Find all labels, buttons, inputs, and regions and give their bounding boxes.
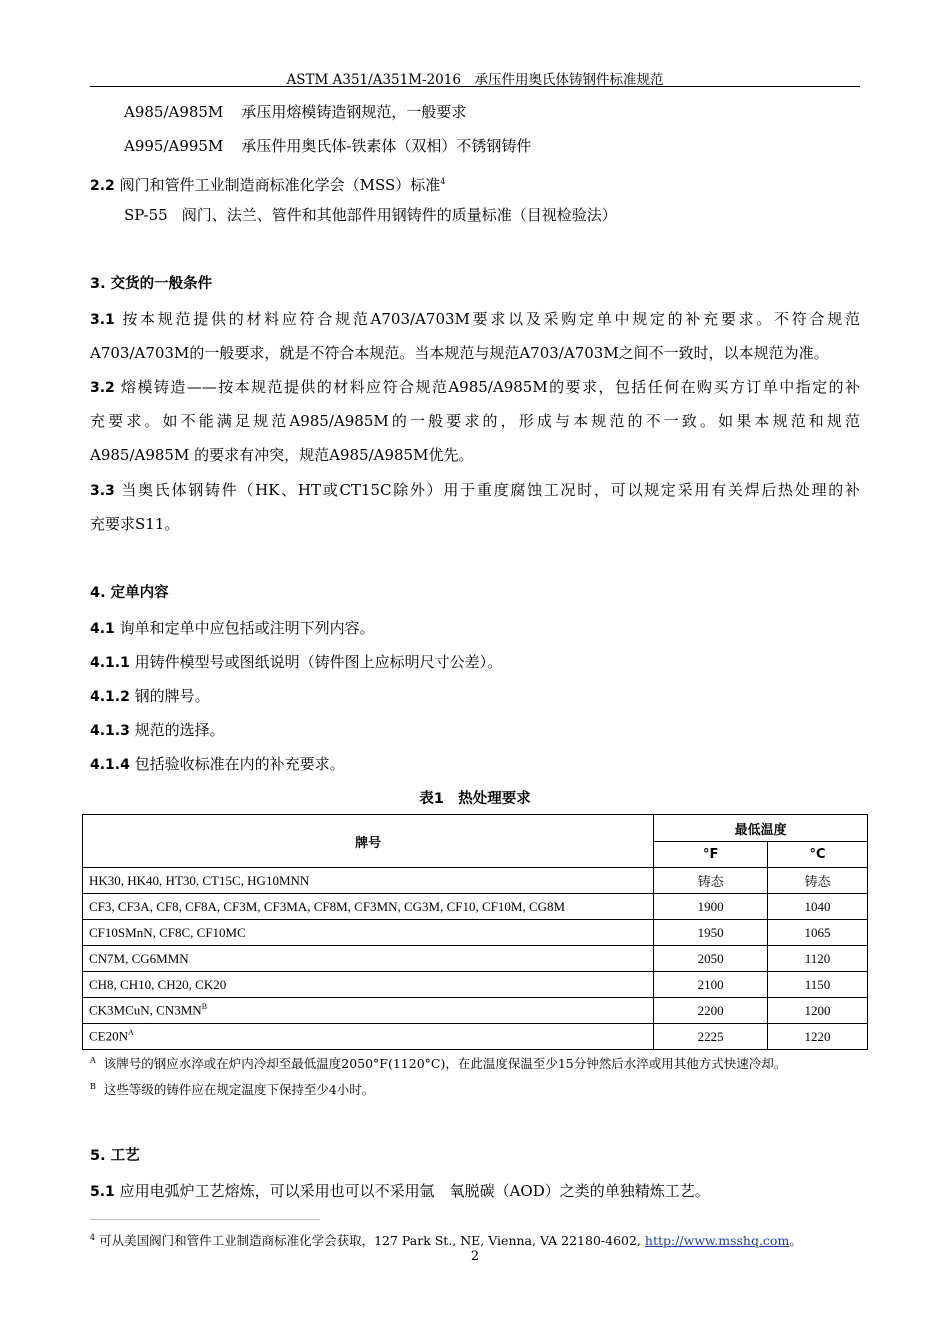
section-5-title: 5. 工艺 <box>90 1148 140 1164</box>
grade-cell: CF10SMnN, CF8C, CF10MC <box>83 920 654 946</box>
footnote <box>90 1231 802 1249</box>
temp-c-cell: 1200 <box>768 998 868 1024</box>
table-row <box>83 894 868 920</box>
ref-desc: 承压件用奥氏体-铁素体（双相）不锈钢铸件 <box>241 137 532 155</box>
heat-treatment-table <box>82 814 868 1050</box>
clause-4-1-3 <box>90 720 860 741</box>
clause-4-1-1 <box>90 652 860 673</box>
footnote-link[interactable]: http://www.msshq.com <box>644 1233 790 1248</box>
note-marker: A <box>90 1055 96 1065</box>
clause-3-2-line3: A985/A985M 的要求有冲突，规范A985/A985M优先。 <box>90 446 474 464</box>
temp-c-cell: 1065 <box>768 920 868 946</box>
table-note-a <box>90 1054 786 1072</box>
clause-text: 当奥氏体钢铸件（HK、HT或CT15C除外）用于重度腐蚀工况时，可以规定采用有关焊后热处理的补 <box>121 481 860 499</box>
grade-cell: CK3MCuN, $CN3MN^B$ <box>83 998 654 1024</box>
clause-number: 4.1.4 <box>90 757 130 773</box>
ref-code: SP-55 <box>124 206 168 224</box>
grade-cell: $CE20N^A$ <box>83 1024 654 1050</box>
table-row <box>83 1024 868 1050</box>
ref-desc: 阀门、法兰、管件和其他部件用钢铸件的质量标准（目视检验法） <box>181 206 617 224</box>
grade-cell: CF3, CF3A, CF8, CF8A, CF3M, CF3MA, CF8M, CF3MN, CG3M, CF10, CF10M, CG8M <box>83 894 654 920</box>
table-row <box>83 998 868 1024</box>
table-row <box>83 946 868 972</box>
ref-desc: 承压用熔模铸造钢规范，一般要求 <box>241 103 467 121</box>
clause-number: 4.1.1 <box>90 655 130 671</box>
header-rule <box>90 86 860 87</box>
temp-f-cell: 1900 <box>654 894 768 920</box>
temp-c-cell: 铸态 <box>768 868 868 894</box>
temp-c-cell: 1220 <box>768 1024 868 1050</box>
clause-number: 4.1.3 <box>90 723 130 739</box>
temp-f-cell: 1950 <box>654 920 768 946</box>
footnote-marker: 4 <box>90 1232 96 1242</box>
ref-code: A985/A985M <box>124 103 224 121</box>
clause-5-1 <box>90 1181 860 1202</box>
table-title: 表1 热处理要求 <box>419 791 531 807</box>
note-text: 该牌号的钢应水淬或在炉内冷却至最低温度2050°F(1120°C)，在此温度保温至少15分钟然后水淬或用其他方式快速冷却。 <box>103 1056 787 1071</box>
page-number: 2 <box>470 1249 480 1264</box>
temp-f-cell: 2050 <box>654 946 768 972</box>
note-marker: B <box>201 1002 208 1012</box>
temp-f-cell: 铸态 <box>654 868 768 894</box>
clause-text: 询单和定单中应包括或注明下列内容。 <box>119 619 375 637</box>
clause-text: 按本规范提供的材料应符合规范A703/A703M要求以及采购定单中规定的补充要求。不符合规范 <box>122 310 860 328</box>
clause-2-2 <box>90 172 860 196</box>
grade-cell: CH8, CH10, CH20, CK20 <box>83 972 654 998</box>
note-marker: B <box>90 1081 96 1091</box>
clause-3-1-line2: A703/A703M的一般要求，就是不符合本规范。当本规范与规范A703/A703M之间不一致时，以本规范为准。 <box>90 344 829 362</box>
section-3-title: 3. 交货的一般条件 <box>90 276 213 292</box>
clause-number: 4.1.2 <box>90 689 130 705</box>
clause-3-2-line2: 充要求。如不能满足规范A985/A985M的一般要求的，形成与本规范的不一致。如果本规范和规范 <box>90 412 860 430</box>
footnote-ref: 4 <box>440 177 446 186</box>
clause-text: 应用电弧炉工艺熔炼，可以采用也可以不采用氩 氧脱碳（AOD）之类的单独精炼工艺。 <box>119 1182 710 1200</box>
ref-code: A995/A995M <box>124 137 224 155</box>
note-marker: A <box>128 1028 134 1038</box>
footnote-text: 可从美国阀门和管件工业制造商标准化学会获取，127 Park St., NE, Vienna, VA 22180-4602, <box>99 1233 645 1248</box>
clause-3-2-line1 <box>90 377 860 398</box>
clause-3-1-line1 <box>90 309 860 330</box>
running-header: ASTM A351/A351M-2016 承压件用奥氏体铸钢件标准规范 <box>286 72 664 88</box>
clause-text: 规范的选择。 <box>134 721 225 739</box>
temp-c-cell: 1120 <box>768 946 868 972</box>
clause-number: 3.1 <box>90 312 115 328</box>
clause-4-1-2 <box>90 686 860 707</box>
table-note-b <box>90 1080 374 1098</box>
temp-f-cell: 2225 <box>654 1024 768 1050</box>
clause-3-3-line1 <box>90 480 860 501</box>
clause-number: 3.2 <box>90 380 115 396</box>
table-row <box>83 920 868 946</box>
header-min-temp: 最低温度 <box>654 815 868 842</box>
temp-f-cell: 2200 <box>654 998 768 1024</box>
clause-text: 用铸件模型号或图纸说明（铸件图上应标明尺寸公差）。 <box>134 653 503 671</box>
table-row <box>83 868 868 894</box>
clause-text: 包括验收标准在内的补充要求。 <box>134 755 345 773</box>
clause-text: 阀门和管件工业制造商标准化学会（MSS）标准 <box>119 176 441 194</box>
clause-number: 5.1 <box>90 1184 115 1200</box>
ref-a995 <box>124 136 894 156</box>
ref-sp55 <box>124 205 894 225</box>
clause-text: 钢的牌号。 <box>134 687 210 705</box>
table-row <box>83 972 868 998</box>
footnote-rule <box>90 1219 320 1220</box>
temp-f-cell: 2100 <box>654 972 768 998</box>
header-grade: 牌号 <box>83 815 654 868</box>
header-fahrenheit: °F <box>654 842 768 868</box>
section-4-title: 4. 定单内容 <box>90 585 169 601</box>
clause-3-3-line2: 充要求S11。 <box>90 515 180 533</box>
clause-number: 4.1 <box>90 621 115 637</box>
clause-text: 熔模铸造——按本规范提供的材料应符合规范A985/A985M的要求，包括任何在购买方订单中指定的补 <box>121 378 860 396</box>
clause-4-1 <box>90 618 860 639</box>
clause-4-1-4 <box>90 754 860 775</box>
note-text: 这些等级的铸件应在规定温度下保持至少4小时。 <box>103 1082 375 1097</box>
header-celsius: °C <box>768 842 868 868</box>
temp-c-cell: 1040 <box>768 894 868 920</box>
temp-c-cell: 1150 <box>768 972 868 998</box>
footnote-end: 。 <box>789 1233 802 1248</box>
clause-number: 3.3 <box>90 483 115 499</box>
grade-cell: HK30, HK40, HT30, CT15C, HG10MNN <box>83 868 654 894</box>
grade-cell: CN7M, CG6MMN <box>83 946 654 972</box>
ref-a985 <box>124 102 894 122</box>
clause-number: 2.2 <box>90 178 115 194</box>
